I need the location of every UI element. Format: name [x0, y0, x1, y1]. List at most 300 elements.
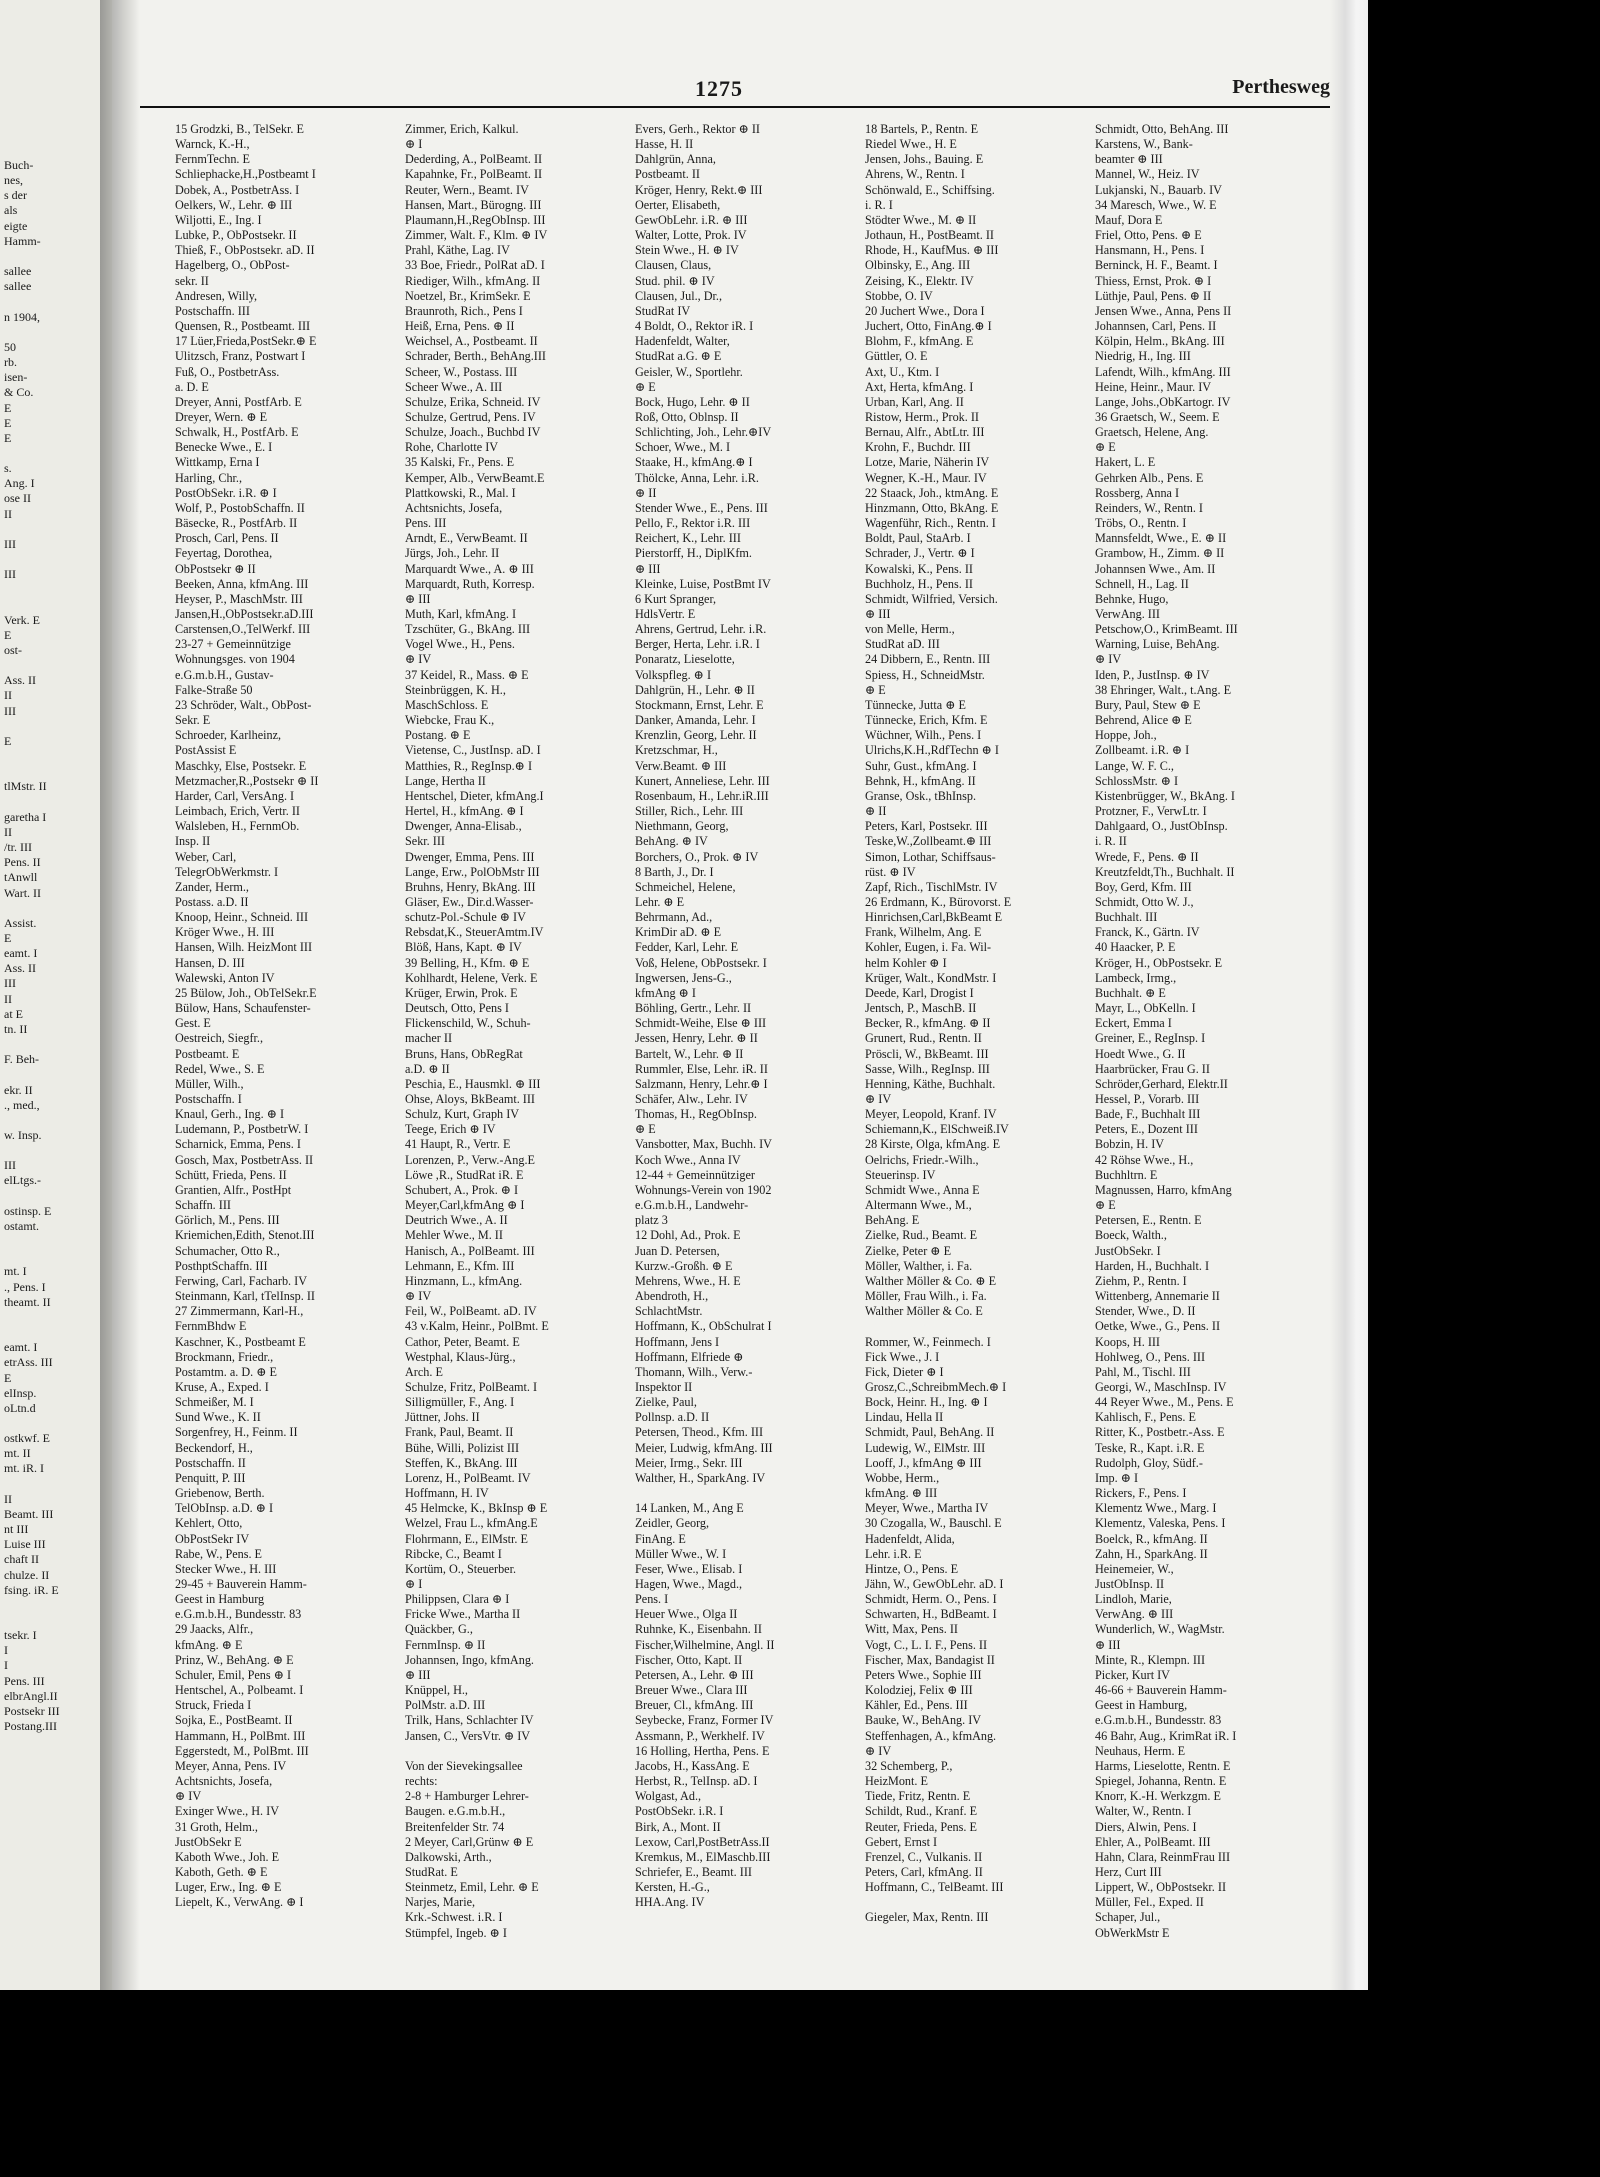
directory-entry: Kohlhardt, Helene, Verk. E [405, 970, 538, 985]
previous-page-fragment: /tr. III [4, 840, 32, 855]
directory-entry: Müller, Wilh., [175, 1076, 244, 1091]
directory-entry: Pollnsp. a.D. II [635, 1410, 710, 1425]
directory-entry: 2 Meyer, Carl,Grünw ⊕ E [405, 1834, 534, 1849]
directory-entry: Marquardt, Ruth, Korresp. [405, 576, 535, 591]
directory-entry: Johannsen Wwe., Am. II [1095, 561, 1216, 576]
directory-entry [865, 1895, 1083, 1910]
directory-entry: Maschky, Else, Postsekr. E [175, 758, 307, 773]
directory-entry: Lafendt, Wilh., kfmAng. III [1095, 364, 1231, 379]
directory-entry: JustObSekr E [175, 1834, 242, 1849]
directory-entry: Reuter, Frieda, Pens. E [865, 1819, 977, 1834]
directory-entry: ObPostsekr ⊕ II [175, 561, 256, 576]
directory-entry: ⊕ E [1095, 1198, 1116, 1213]
directory-entry: Niethmann, Georg, [635, 819, 729, 834]
directory-entry: Kapahnke, Fr., PolBeamt. II [405, 167, 543, 182]
directory-entry: Grantien, Alfr., PostHpt [175, 1182, 292, 1197]
directory-entry: Eckert, Emma I [1095, 1016, 1172, 1031]
directory-entry: Buchhalt. III [1095, 910, 1158, 925]
previous-page-fragment: s. [4, 461, 12, 476]
directory-entry: Inspektor II [635, 1379, 693, 1394]
directory-entry: Looff, J., kfmAng ⊕ III [865, 1455, 982, 1470]
directory-column-3 [635, 122, 853, 1982]
previous-page-fragment: Hamm- [4, 233, 41, 248]
directory-entry: Walter, Lotte, Prok. IV [635, 228, 747, 243]
directory-entry: Kleinke, Luise, PostBmt IV [635, 576, 771, 591]
previous-page-fragment: w. Insp. [4, 1128, 42, 1142]
directory-entry: Hagelberg, O., ObPost- [175, 258, 290, 273]
directory-entry: Baugen. e.G.m.b.H., [405, 1804, 506, 1819]
directory-entry: Hohlweg, O., Pens. III [1095, 1349, 1206, 1364]
directory-entry: Zimmer, Erich, Kalkul. [405, 122, 519, 136]
directory-entry: 33 Boe, Friedr., PolRat aD. I [405, 258, 545, 273]
directory-entry: Frenzel, C., Vulkanis. II [865, 1849, 983, 1864]
directory-entry: Knorr, K.-H. Werkzgm. E [1095, 1789, 1221, 1804]
street-name: Perthesweg [1232, 76, 1330, 98]
previous-page-fragment [4, 1067, 108, 1082]
directory-entry: Reichert, K., Lehr. III [635, 531, 741, 546]
previous-page-fragment: eamt. I [4, 1340, 38, 1355]
previous-page-fragment: eamt. I [4, 946, 38, 961]
directory-entry: Ritter, K., Postbetr.-Ass. E [1095, 1425, 1225, 1440]
directory-entry: Heine, Heinr., Maur. IV [1095, 379, 1212, 394]
directory-entry: StudRat IV [635, 303, 691, 318]
previous-page-fragment: ., med., [4, 1097, 40, 1112]
previous-page-fragment: isen- [4, 370, 28, 385]
directory-entry: Lehr. i.R. E [865, 1546, 922, 1561]
directory-entry: Kähler, Ed., Pens. III [865, 1698, 968, 1713]
directory-entry: Heiß, Erna, Pens. ⊕ II [405, 319, 515, 334]
directory-entry: Eggerstedt, M., PolBmt. III [175, 1743, 309, 1758]
directory-entry: Assmann, P., Werkhelf. IV [635, 1728, 765, 1743]
directory-entry: 46-66 + Bauverein Hamm- [1095, 1683, 1227, 1698]
directory-entry: Bade, F., Buchhalt III [1095, 1107, 1201, 1122]
directory-entry: Hansmann, H., Pens. I [1095, 243, 1205, 258]
previous-page-fragment: tsekr. I [4, 1628, 37, 1643]
directory-entry: 6 Kurt Spranger, [635, 591, 717, 606]
directory-entry: Steuerinsp. IV [865, 1167, 936, 1182]
directory-entry: Steinmetz, Emil, Lehr. ⊕ E [405, 1880, 539, 1895]
directory-entry: Postbeamt. E [175, 1046, 240, 1061]
directory-entry: Kehlert, Otto, [175, 1516, 243, 1531]
previous-page-fragment [4, 582, 108, 597]
directory-entry: PostObSekr. i.R. I [635, 1804, 724, 1819]
previous-page-fragment: als [4, 203, 18, 218]
previous-page-fragment: Ass. II [4, 961, 36, 976]
directory-entry: Schmeichel, Helene, [635, 879, 736, 894]
directory-entry: Hahn, Clara, ReinmFrau III [1095, 1849, 1231, 1864]
directory-entry: Rossberg, Anna I [1095, 485, 1180, 500]
directory-entry: Stödter Wwe., M. ⊕ II [865, 212, 977, 227]
directory-entry: Gosch, Max, PostbetrAss. II [175, 1152, 314, 1167]
directory-entry: Jähn, W., GewObLehr. aD. I [865, 1577, 1004, 1591]
directory-entry: Hintze, O., Pens. E [865, 1561, 959, 1576]
directory-entry: Friel, Otto, Pens. ⊕ E [1095, 228, 1202, 243]
directory-entry: Diers, Alwin, Pens. I [1095, 1819, 1197, 1834]
directory-entry: Hoffmann, H. IV [405, 1486, 489, 1501]
previous-page-fragment: eigte [4, 218, 28, 233]
directory-entry: Kolodziej, Felix ⊕ III [865, 1683, 973, 1698]
directory-entry: Giegeler, Max, Rentn. III [865, 1910, 989, 1925]
directory-entry: Minte, R., Klempn. III [1095, 1652, 1206, 1667]
directory-entry: Stockmann, Ernst, Lehr. E [635, 697, 764, 712]
directory-entry: Breuer Wwe., Clara III [635, 1683, 748, 1698]
directory-entry: Achtsnichts, Josefa, [175, 1774, 273, 1789]
directory-entry: Rommer, W., Feinmech. I [865, 1334, 991, 1349]
directory-entry: 28 Kirste, Olga, kfmAng. E [865, 1137, 1001, 1152]
directory-entry: Fick Wwe., J. I [865, 1349, 940, 1364]
directory-entry: Zeidler, Georg, [635, 1516, 710, 1531]
previous-page-fragment [4, 1310, 108, 1325]
directory-entry: Breitenfelder Str. 74 [405, 1819, 505, 1834]
directory-entry: Müller Wwe., W. I [635, 1546, 727, 1561]
directory-entry: Klementz Wwe., Marg. I [1095, 1501, 1217, 1516]
directory-entry: Schoer, Wwe., M. I [635, 440, 731, 455]
directory-entry: Niedrig, H., Ing. III [1095, 349, 1191, 364]
directory-entry: Picker, Kurt IV [1095, 1667, 1170, 1682]
directory-entry: Bartelt, W., Lehr. ⊕ II [635, 1046, 744, 1061]
directory-entry: Stiller, Rich., Lehr. III [635, 804, 744, 819]
directory-entry: Schaffn. III [175, 1198, 231, 1213]
directory-entry: Mayr, L., ObKelln. I [1095, 1001, 1196, 1016]
directory-entry: Peters Wwe., Sophie III [865, 1667, 982, 1682]
directory-entry: StudRat aD. III [865, 637, 940, 652]
directory-entry: Hansen, Wilh. HeizMont III [175, 940, 313, 955]
directory-entry: Görlich, M., Pens. III [175, 1213, 280, 1228]
previous-page-fragment: tn. II [4, 1021, 28, 1036]
previous-page-fragment: at E [4, 1006, 23, 1021]
directory-entry: Pröscli, W., BkBeamt. III [865, 1046, 989, 1061]
directory-entry: Bülow, Hans, Schaufenster- [175, 1001, 311, 1016]
directory-entry: ⊕ IV [865, 1743, 892, 1758]
directory-entry: Ingwersen, Jens-G., [635, 970, 732, 985]
previous-page-fragment: mt. II [4, 1446, 31, 1461]
directory-entry: Bernau, Alfr., AbtLtr. III [865, 425, 985, 440]
directory-entry: Riedel Wwe., H. E [865, 137, 957, 152]
directory-entry: Cathor, Peter, Beamt. E [405, 1334, 520, 1349]
directory-entry: Sojka, E., PostBeamt. II [175, 1713, 293, 1728]
directory-entry: Spiegel, Johanna, Rentn. E [1095, 1774, 1227, 1789]
previous-page-fragment: II [4, 824, 12, 839]
directory-entry: Dahlgrün, H., Lehr. ⊕ II [635, 682, 755, 697]
directory-entry: Jothaun, H., PostBeamt. II [865, 228, 994, 243]
directory-entry: macher II [405, 1031, 453, 1046]
directory-entry: Harling, Chr., [175, 470, 243, 485]
directory-entry: Evers, Gerh., Rektor ⊕ II [635, 122, 760, 136]
directory-entry: Buchhltrn. E [1095, 1167, 1158, 1182]
directory-entry: Lexow, Carl,PostBetrAss.II [635, 1834, 770, 1849]
directory-entry: Harden, H., Buchhalt. I [1095, 1258, 1210, 1273]
directory-entry: Boy, Gerd, Kfm. III [1095, 879, 1192, 894]
directory-entry: Weichsel, A., Postbeamt. II [405, 334, 538, 349]
directory-entry: Protzner, F., VerwLtr. I [1095, 804, 1207, 819]
directory-entry: Frank, Paul, Beamt. II [405, 1425, 514, 1440]
directory-entry: Noetzel, Br., KrimSekr. E [405, 288, 531, 303]
directory-entry: FernmInsp. ⊕ II [405, 1637, 486, 1652]
directory-entry: Schiemann,K., ElSchweiß.IV [865, 1122, 1009, 1137]
directory-entry: schutz-Pol.-Schule ⊕ IV [405, 910, 526, 925]
directory-entry: Wittenberg, Annemarie II [1095, 1289, 1220, 1304]
directory-entry: Jentsch, P., MaschB. II [865, 1001, 977, 1016]
directory-entry: rüst. ⊕ IV [865, 864, 916, 879]
directory-entry: Behnk, H., kfmAng. II [865, 773, 976, 788]
directory-entry: Pierstorff, H., DiplKfm. [635, 546, 752, 561]
directory-entry: Zielke, Rud., Beamt. E [865, 1228, 978, 1243]
directory-entry: Lippert, W., ObPostsekr. II [1095, 1880, 1227, 1895]
previous-page-fragment: Ang. I [4, 476, 35, 491]
directory-entry: Deede, Karl, Drogist I [865, 985, 974, 1000]
directory-entry: Ahrens, W., Rentn. I [865, 167, 965, 182]
directory-entry: Reinders, W., Rentn. I [1095, 500, 1203, 515]
directory-entry: Teske, R., Kapt. i.R. E [1095, 1440, 1205, 1455]
previous-page-fragment: chulze. II [4, 1567, 50, 1582]
directory-entry: Lambeck, Irmg., [1095, 970, 1177, 985]
directory-entry: 40 Haacker, P. E [1095, 940, 1176, 955]
directory-entry: Ohse, Aloys, BkBeamt. III [405, 1092, 535, 1106]
directory-entry: Steinmann, Karl, tTelInsp. II [175, 1289, 315, 1304]
directory-entry: 37 Keidel, R., Mass. ⊕ E [405, 667, 529, 682]
directory-entry: Kaboth, Geth. ⊕ E [175, 1864, 268, 1879]
page-header [140, 72, 1330, 108]
directory-entry: Oelrichs, Friedr.-Wilh., [865, 1152, 979, 1167]
previous-page-fragment [4, 522, 108, 537]
previous-page-fragment: II [4, 1491, 12, 1506]
directory-entry: Schmidt, Otto, BehAng. III [1095, 122, 1229, 136]
directory-entry: 18 Bartels, P., Rentn. E [865, 122, 979, 136]
directory-entry: Postschaffn. I [175, 1092, 242, 1106]
directory-entry: Meier, Irmg., Sekr. III [635, 1455, 743, 1470]
directory-entry: Möller, Frau Wilh., i. Fa. [865, 1289, 987, 1304]
directory-entry: Welzel, Frau L., kfmAng.E [405, 1516, 538, 1531]
scan-background-right [1368, 0, 1600, 2177]
directory-entry: Fedder, Karl, Lehr. E [635, 940, 739, 955]
directory-entry: Kortüm, O., Steuerber. [405, 1561, 517, 1576]
directory-entry: Behrend, Alice ⊕ E [1095, 713, 1192, 728]
directory-entry: Breuer, Cl., kfmAng. III [635, 1698, 754, 1713]
directory-entry: ⊕ III [1095, 1637, 1121, 1652]
directory-entry: helm Kohler ⊕ I [865, 955, 947, 970]
previous-page-fragment: E [4, 430, 12, 445]
directory-entry: Jansen, C., VersVtr. ⊕ IV [405, 1728, 531, 1743]
previous-page-fragment: II [4, 506, 12, 521]
directory-entry: Kreutzfeldt,Th., Buchhalt. II [1095, 864, 1235, 879]
directory-entry: Dederding, A., PolBeamt. II [405, 152, 543, 167]
directory-entry: Knaul, Gerh., Ing. ⊕ I [175, 1107, 285, 1122]
directory-entry: Dwenger, Anna-Elisab., [405, 819, 522, 834]
directory-entry: StudRat a.G. ⊕ E [635, 349, 722, 364]
directory-entry: PostObSekr. i.R. ⊕ I [175, 485, 277, 500]
previous-page-fragment: etrAss. III [4, 1355, 53, 1370]
directory-entry: Urban, Karl, Ang. II [865, 394, 964, 409]
directory-column-2 [405, 122, 623, 1982]
directory-entry: Koch Wwe., Anna IV [635, 1152, 741, 1167]
directory-entry: ⊕ II [635, 485, 657, 500]
previous-page-fragment [4, 1613, 108, 1628]
directory-entry: Schmidt Wwe., Anna E [865, 1182, 980, 1197]
directory-entry: Meyer,Carl,kfmAng ⊕ I [405, 1198, 525, 1213]
previous-page-fragment [4, 598, 108, 613]
directory-entry: Schulze, Joach., Buchbd IV [405, 425, 541, 440]
directory-entry: Boeck, Walth., [1095, 1228, 1167, 1243]
directory-entry: Mehrens, Wwe., H. E [635, 1273, 741, 1288]
directory-entry: Krüger, Walt., KondMstr. I [865, 970, 997, 985]
directory-entry: Ehler, A., PolBeamt. III [1095, 1834, 1211, 1849]
directory-entry: Hentschel, Dieter, kfmAng.I [405, 788, 544, 803]
directory-entry: Schmidt-Weihe, Else ⊕ III [635, 1016, 767, 1031]
directory-entry: Oerter, Elisabeth, [635, 197, 721, 212]
previous-page-fragment: F. Beh- [4, 1052, 40, 1067]
previous-page-fragment [4, 1113, 108, 1128]
directory-entry: 45 Helmcke, K., BkInsp ⊕ E [405, 1501, 548, 1516]
directory-entry: Lindau, Hella II [865, 1410, 944, 1425]
directory-entry: Hoppe, Joh., [1095, 728, 1157, 743]
directory-entry: BehAng. ⊕ IV [635, 834, 708, 849]
directory-entry: Harms, Lieselotte, Rentn. E [1095, 1758, 1231, 1773]
directory-entry: Postang. ⊕ E [405, 728, 471, 743]
directory-entry: Schuler, Emil, Pens ⊕ I [175, 1667, 292, 1682]
previous-page-fragment: Beamt. III [4, 1506, 54, 1521]
directory-entry: Vietense, C., JustInsp. aD. I [405, 743, 541, 758]
previous-page-fragment [4, 795, 108, 810]
directory-entry: Warnck, K.-H., [175, 137, 250, 152]
directory-entry: Kunert, Anneliese, Lehr. III [635, 773, 770, 788]
directory-entry: Behrmann, Ad., [635, 910, 713, 925]
directory-entry: Johannsen, Ingo, kfmAng. [405, 1652, 534, 1667]
directory-entry: PolMstr. a.D. III [405, 1698, 486, 1713]
directory-entry: Müller, Fel., Exped. II [1095, 1895, 1204, 1910]
directory-entry: Lorenzen, P., Verw.-Ang.E [405, 1152, 535, 1167]
directory-entry: Walsleben, H., FernmOb. [175, 819, 300, 834]
directory-entry: Vogt, C., L. I. F., Pens. II [865, 1637, 988, 1652]
directory-entry: Silligmüller, F., Ang. I [405, 1395, 515, 1410]
directory-entry: Borchers, O., Prok. ⊕ IV [635, 849, 759, 864]
directory-entry: Klementz, Valeska, Pens. I [1095, 1516, 1226, 1531]
directory-entry: Hinzmann, Otto, BkAng. E [865, 500, 999, 515]
directory-entry: Herbst, R., TelInsp. aD. I [635, 1774, 758, 1789]
previous-page-fragment: ostkwf. E [4, 1431, 50, 1446]
directory-entry: Walther Möller & Co. ⊕ E [865, 1273, 997, 1288]
directory-entry: Wiebcke, Frau K., [405, 713, 495, 728]
directory-entry: Wunderlich, W., WagMstr. [1095, 1622, 1225, 1637]
previous-page-fragment: tlMstr. II [4, 779, 47, 794]
directory-entry: Pahl, M., Tischl. III [1095, 1364, 1191, 1379]
directory-entry: Dahlgaard, O., JustObInsp. [1095, 819, 1228, 834]
directory-entry: Lange, Hertha II [405, 773, 486, 788]
directory-entry: Jüttner, Johs. II [405, 1410, 480, 1425]
directory-entry: Philippsen, Clara ⊕ I [405, 1592, 510, 1607]
directory-entry: Clausen, Jul., Dr., [635, 288, 723, 303]
directory-entry: Krüger, Erwin, Prok. E [405, 985, 518, 1000]
directory-entry: beamter ⊕ III [1095, 152, 1163, 167]
directory-entry: Schulz, Kurt, Graph IV [405, 1107, 520, 1122]
directory-entry: Franck, K., Gärtn. IV [1095, 925, 1200, 940]
directory-entry: Wagenführ, Rich., Rentn. I [865, 516, 996, 531]
directory-entry: Hoffmann, Elfriede ⊕ [635, 1349, 744, 1364]
directory-entry: VerwAng. III [1095, 607, 1160, 621]
previous-page-fragment: E [4, 733, 12, 748]
directory-entry: Dahlgrün, Anna, [635, 152, 716, 167]
directory-entry: 26 Erdmann, K., Bürovorst. E [865, 894, 1012, 909]
directory-entry: VerwAng. ⊕ III [1095, 1607, 1174, 1622]
directory-entry: Kröger, H., ObPostsekr. E [1095, 955, 1223, 970]
directory-entry: Meyer, Wwe., Martha IV [865, 1501, 989, 1516]
previous-page-fragment: E [4, 1370, 12, 1385]
directory-entry: Deutrich Wwe., A. II [405, 1213, 508, 1228]
directory-entry: Thiess, Ernst, Prok. ⊕ I [1095, 273, 1212, 288]
directory-entry: Ponaratz, Lieselotte, [635, 652, 735, 667]
directory-entry: Grosz,C.,SchreibmMech.⊕ I [865, 1379, 1007, 1394]
directory-entry: Dreyer, Anni, PostfArb. E [175, 394, 302, 409]
directory-entry: Schäfer, Alw., Lehr. IV [635, 1092, 748, 1106]
directory-entry: Verw.Beamt. ⊕ III [635, 758, 727, 773]
directory-entry: Meyer, Leopold, Kranf. IV [865, 1107, 997, 1122]
directory-entry: rechts: [405, 1774, 438, 1789]
directory-entry: Schröder,Gerhard, Elektr.II [1095, 1076, 1228, 1091]
previous-page-fragment [4, 1189, 108, 1204]
directory-entry: Rohe, Charlotte IV [405, 440, 499, 455]
directory-entry: Bury, Paul, Stew ⊕ E [1095, 697, 1201, 712]
directory-entry: Deutsch, Otto, Pens I [405, 1001, 509, 1016]
directory-entry: Stein Wwe., H. ⊕ IV [635, 243, 739, 258]
directory-entry: Teege, Erich ⊕ IV [405, 1122, 496, 1137]
previous-page-text [4, 158, 108, 1734]
previous-page-fragment [4, 658, 108, 673]
directory-entry: StudRat. E [405, 1864, 458, 1879]
directory-entry: Heuer Wwe., Olga II [635, 1607, 738, 1622]
directory-entry: Exinger Wwe., H. IV [175, 1804, 280, 1819]
directory-entry: Schmidt, Herm. O., Pens. I [865, 1592, 997, 1607]
previous-page-fragment: I [4, 1643, 8, 1658]
directory-entry: 17 Lüer,Frieda,PostSekr.⊕ E [175, 334, 317, 349]
directory-entry: Prinz, W., BehAng. ⊕ E [175, 1652, 294, 1667]
previous-page-fragment [4, 249, 108, 264]
directory-entry: Haarbrücker, Frau G. II [1095, 1061, 1210, 1076]
directory-entry: Bobzin, H. IV [1095, 1137, 1165, 1152]
directory-entry: Stender Wwe., E., Pens. III [635, 500, 768, 515]
directory-entry: Kersten, H.-G., [635, 1880, 710, 1895]
book-gutter [100, 0, 140, 1990]
directory-entry: ⊕ III [405, 591, 431, 606]
directory-entry: Schmidt, Paul, BehAng. II [865, 1425, 995, 1440]
directory-entry: Arch. E [405, 1364, 443, 1379]
directory-entry: 29-45 + Bauverein Hamm- [175, 1577, 307, 1591]
directory-entry: kfmAng ⊕ I [635, 985, 696, 1000]
directory-entry: Mannsfeldt, Wwe., E. ⊕ II [1095, 531, 1227, 546]
directory-entry: JustObInsp. II [1095, 1577, 1165, 1591]
directory-entry: Reuter, Wern., Beamt. IV [405, 182, 529, 197]
directory-entry: Flickenschild, W., Schuh- [405, 1016, 531, 1031]
directory-entry: Granse, Osk., tBhInsp. [865, 788, 977, 803]
directory-entry: Peschia, E., Hausmkl. ⊕ III [405, 1076, 541, 1091]
directory-entry: BehAng. E [865, 1213, 920, 1228]
directory-entry: Hoffmann, C., TelBeamt. III [865, 1880, 1004, 1895]
page-edge-shading [1330, 0, 1368, 1990]
directory-entry: Insp. II [175, 834, 211, 849]
directory-entry: Kröger, Henry, Rekt.⊕ III [635, 182, 763, 197]
directory-entry: ⊕ II [865, 804, 887, 819]
directory-entry: Steffenhagen, A., kfmAng. [865, 1728, 997, 1743]
directory-entry: Schlichting, Joh., Lehr.⊕IV [635, 425, 772, 440]
previous-page-fragment: Postsekr III [4, 1703, 60, 1718]
directory-entry: Danker, Amanda, Lehr. I [635, 713, 756, 728]
directory-entry: ⊕ I [405, 137, 423, 152]
directory-entry: 44 Reyer Wwe., M., Pens. E [1095, 1395, 1234, 1410]
previous-page-fragment [4, 1416, 108, 1431]
directory-entry: Kölpin, Helm., BkAng. III [1095, 334, 1225, 349]
directory-entry: Ulitzsch, Franz, Postwart I [175, 349, 306, 364]
previous-page-fragment: elbrAngl.II [4, 1688, 58, 1703]
previous-page-fragment: Ass. II [4, 673, 36, 688]
previous-page-fragment: ostamt. [4, 1218, 39, 1233]
